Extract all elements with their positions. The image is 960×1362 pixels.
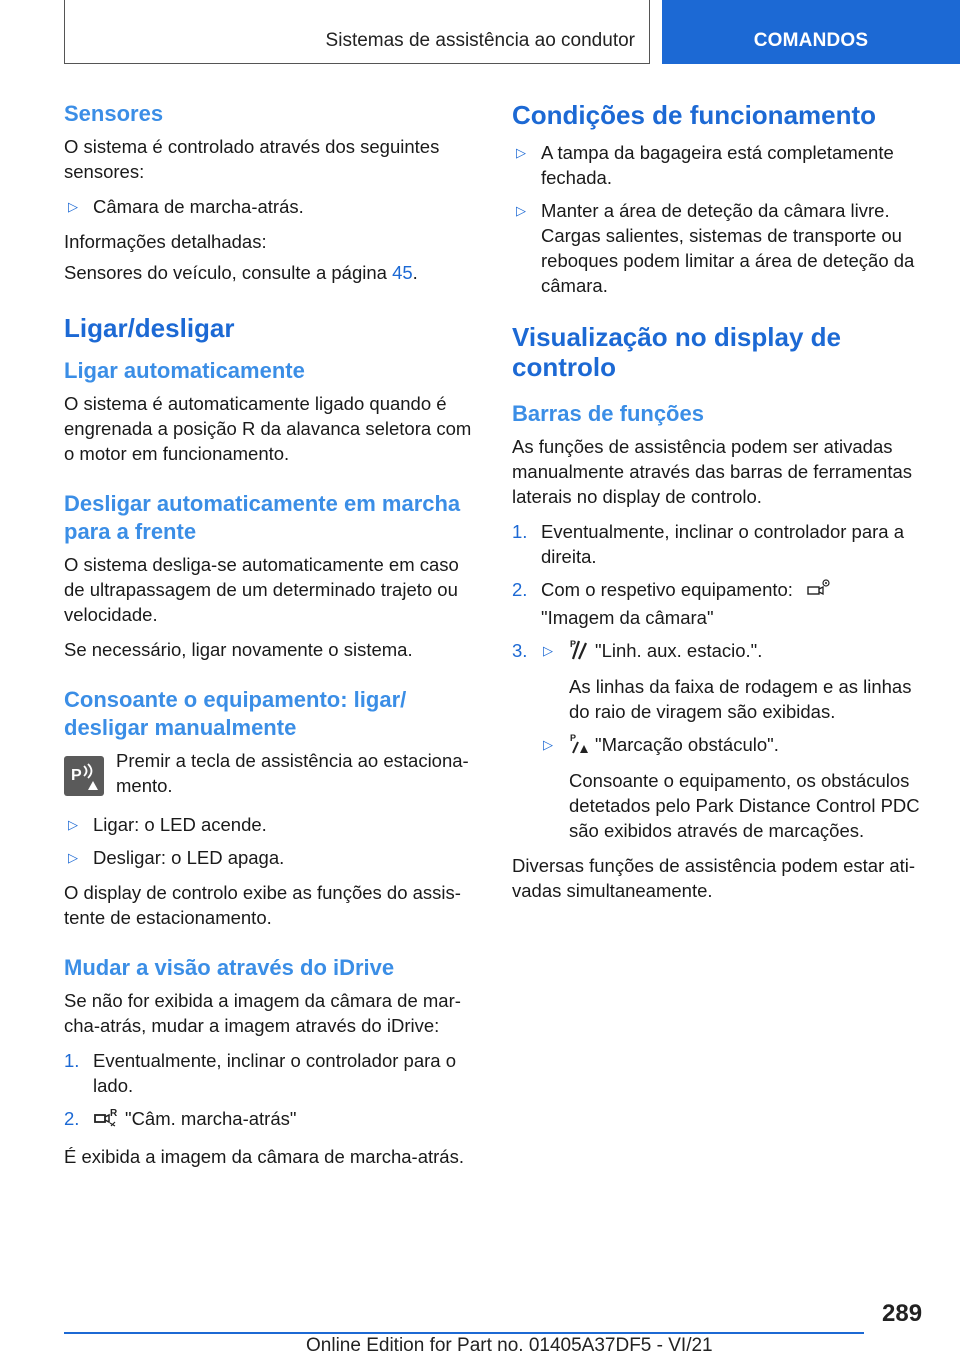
triangle-bullet-icon: ▷ [68,817,78,832]
barras-steps [512,519,930,843]
list-item: 3. ▷ P "Linh. aux. estacio.". As linhas da faixa de rodagem e as linhas do raio de viragem são exibidas. ▷ P "Marcação obstáculo". Consoante o equipamento, os obstáculos detetados pelo Park Distance Control PDC são exibidos através de marcações. [512,638,930,843]
triangle-bullet-icon: ▷ [516,145,526,160]
manual-list [64,812,478,870]
parking-assist-key-icon [64,756,104,796]
vis-heading: Visualização no display de controlo [512,322,841,382]
idrive-heading: Mudar a visão através do iDrive [64,955,395,980]
edition-text: Online Edition for Part no. 01405A37DF5 - VI/21 [306,1335,713,1356]
info-reference: Sensores do veículo, consulte a página 45. [64,262,418,283]
list-item: ▷ Manter a área de deteção da câmara livre. Cargas salientes, sistemas de transporte ou reboques podem limitar a área de deteção da câmara. [516,200,915,296]
sensores-intro: O sistema é controlado através dos seguintes sensores: [64,136,440,182]
svg-text:R: R [110,1108,118,1119]
auto-off-text: O sistema desliga-se automaticamente em caso de ultrapassagem de um determinado trajeto ou velocidade. [64,554,459,625]
manual-heading: Consoante o equipamento: ligar/ desligar manualmente [64,687,407,740]
section-title-box [64,0,650,64]
sub-item-parking-lines: ▷ P "Linh. aux. estacio.". [541,638,930,666]
footer-divider [64,1332,864,1334]
barras-heading: Barras de funções [512,401,704,426]
idrive-text: Se não for exibida a imagem da câmara de mar- cha-atrás, mudar a imagem através do iDrive: [64,990,461,1036]
list-item: 1. Eventualmente, inclinar o controlador para o lado. [64,1050,457,1096]
auto-off-heading: Desligar automaticamente em marcha para a frente [64,491,461,544]
parking-key-text: Premir a tecla de assistência ao estaciona- mento. [116,750,469,796]
list-item: ▷ Ligar: o LED acende. [68,814,267,835]
svg-text:P: P [570,733,577,743]
list-item: ▷ Câmara de marcha-atrás. [68,196,304,217]
sensores-heading: Sensores [64,101,164,126]
obstacle-desc: Consoante o equipamento, os obstáculos detetados pelo Park Distance Control PDC são exibidos através de marcações. [569,770,920,841]
triangle-bullet-icon: ▷ [543,643,553,658]
camera-settings-icon [806,577,832,605]
left-column [64,100,478,1179]
auto-on-text: O sistema é automaticamente ligado quando é engrenada a posição R da alavanca seletora com o motor em funcionamento. [64,393,472,464]
triangle-bullet-icon: ▷ [543,737,553,752]
auto-on-heading: Ligar automaticamente [64,358,305,383]
auto-off-text-2: Se necessário, ligar novamente o sistema. [64,639,413,660]
barras-text: As funções de assistência podem ser ativadas manualmente através das barras de ferramentas laterais no display de controlo. [512,436,913,507]
list-item: ▷ A tampa da bagageira está completamente fechada. [516,142,894,188]
triangle-bullet-icon: ▷ [68,199,78,214]
obstacle-marking-icon [569,732,589,760]
triangle-bullet-icon: ▷ [68,850,78,865]
sub-item-obstacle: ▷ P "Marcação obstáculo". [541,732,930,760]
svg-text:P: P [71,767,82,784]
chapter-tab[interactable] [662,0,960,64]
idrive-steps [64,1048,478,1134]
triangle-bullet-icon: ▷ [516,203,526,218]
ligar-heading: Ligar/desligar [64,313,235,343]
cond-heading: Condições de funcionamento [512,100,877,130]
page-link[interactable]: 45 [392,262,413,283]
idrive-result: É exibida a imagem da câmara de marcha-atrás. [64,1146,464,1167]
chapter-tab-label: COMANDOS [753,30,869,51]
page-header [0,0,960,66]
list-item: 2. Com o respetivo equipamento: "Imagem da câmara" [512,577,930,630]
svg-text:P: P [570,639,577,649]
parking-key-row [64,748,478,798]
section-title: Sistemas de assistência ao condutor [325,30,635,51]
rear-camera-icon [93,1106,119,1134]
cond-list [512,140,930,298]
parking-lines-desc: As linhas da faixa de rodagem e as linhas do raio de viragem são exibidas. [569,676,912,722]
closing-text: Diversas funções de assistência podem estar ati- vadas simultaneamente. [512,855,916,901]
parking-lines-icon [569,638,589,666]
info-label: Informações detalhadas: [64,231,267,252]
list-item: ▷ Desligar: o LED apaga. [68,847,285,868]
sensores-list [64,194,478,219]
right-column [512,100,930,913]
page-number: 289 [882,1300,923,1327]
list-item: 2. R "Câm. marcha-atrás" [64,1106,478,1134]
list-item: 1. Eventualmente, inclinar o controlador para a direita. [512,521,905,567]
manual-text: O display de controlo exibe as funções do assis- tente de estacionamento. [64,882,461,928]
